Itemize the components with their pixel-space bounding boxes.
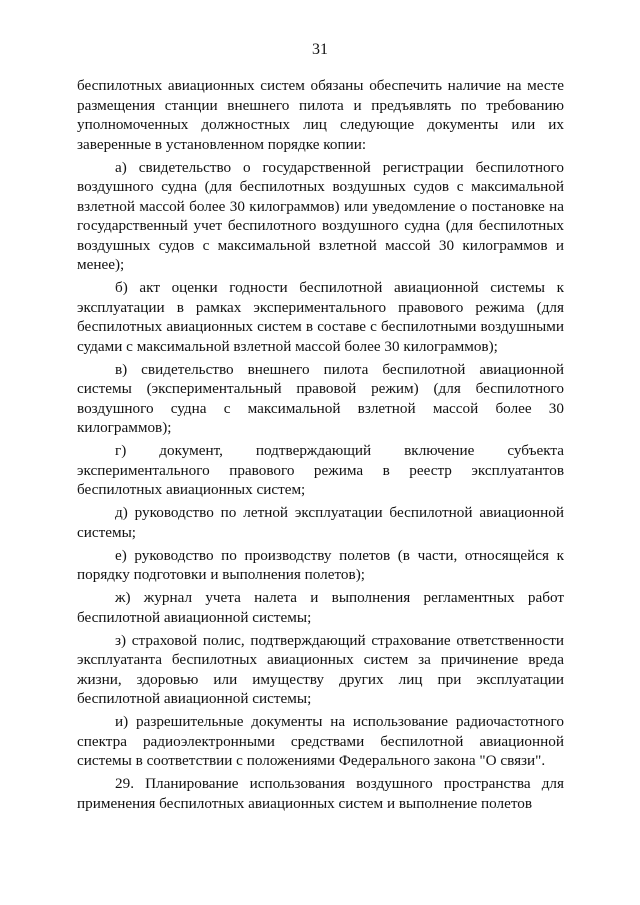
paragraph-item-b: б) акт оценки годности беспилотной авиационной системы к эксплуатации в рамках экспериментального правового режима (для беспилотных авиационных систем в составе с беспилотными воздушными судами с максимальной взлетной массой более 30 килограммов);	[77, 279, 564, 355]
document-body	[77, 76, 564, 817]
paragraph-item-v: в) свидетельство внешнего пилота беспилотной авиационной системы (экспериментальный правовой режим) (для беспилотного воздушного судна с максимальной взлетной массой более 30 килограммов);	[77, 360, 564, 436]
paragraph-item-d: д) руководство по летной эксплуатации беспилотной авиационной системы;	[77, 504, 564, 541]
page-number: 31	[312, 41, 328, 58]
paragraph-item-z: з) страховой полис, подтверждающий страхование ответственности эксплуатанта беспилотных авиационных систем за причинение вреда жизни, здоровью или имуществу других лиц при эксплуатации беспилотной авиационной системы;	[77, 631, 564, 707]
paragraph-item-e: е) руководство по производству полетов (в части, относящейся к порядку подготовки и выполнения полетов);	[77, 546, 564, 583]
paragraph-item-zh: ж) журнал учета налета и выполнения регламентных работ беспилотной авиационной системы;	[77, 589, 564, 626]
paragraph-intro-continuation: беспилотных авиационных систем обязаны обеспечить наличие на месте размещения станции внешнего пилота и предъявлять по требованию уполномоченных должностных лиц следующие документы или их заверенные в установленном порядке копии:	[77, 77, 564, 153]
paragraph-item-i: и) разрешительные документы на использование радиочастотного спектра радиоэлектронными средствами беспилотной авиационной системы в соответствии с положениями Федерального закона "О связи".	[77, 713, 564, 769]
paragraph-item-a: а) свидетельство о государственной регистрации беспилотного воздушного судна (для беспилотных воздушных судов с максимальной взлетной массой более 30 килограммов) или уведомление о постановке на государственный учет беспилотного воздушного судна (для беспилотных воздушных судов с максимальной взлетной массой 30 килограммов и менее);	[77, 158, 564, 273]
paragraph-item-g: г) документ, подтверждающий включение субъекта экспериментального правового режима в реестр эксплуатантов беспилотных авиационных систем;	[77, 442, 564, 498]
paragraph-section-29: 29. Планирование использования воздушного пространства для применения беспилотных авиационных систем и выполнение полетов	[77, 775, 564, 812]
